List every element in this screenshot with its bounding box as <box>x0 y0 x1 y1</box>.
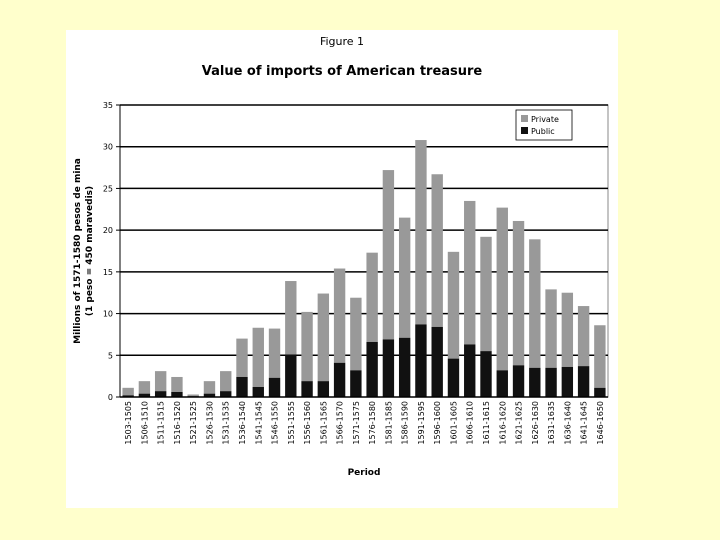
stacked-bar-chart <box>66 30 618 508</box>
bar-private <box>171 377 182 392</box>
bar-private <box>513 221 524 365</box>
bar-private <box>204 381 215 394</box>
x-tick-label: 1581-1585 <box>384 401 394 445</box>
bar-public <box>155 391 166 397</box>
bar-public <box>253 387 264 397</box>
bar-private <box>545 289 556 367</box>
x-tick-label: 1566-1570 <box>335 401 345 445</box>
bar-public <box>594 388 605 397</box>
bar-private <box>301 312 312 381</box>
x-tick-label: 1621-1625 <box>514 401 524 445</box>
bar-public <box>236 377 247 397</box>
x-tick-label: 1591-1595 <box>416 401 426 445</box>
bar-public <box>448 359 459 397</box>
bar-private <box>464 201 475 344</box>
bar-private <box>366 253 377 342</box>
bar-private <box>220 371 231 391</box>
x-tick-label: 1561-1565 <box>319 401 329 445</box>
x-tick-label: 1571-1575 <box>351 401 361 445</box>
x-tick-label: 1531-1535 <box>221 401 231 445</box>
y-axis-label: Millions of 1571-1580 pesos de mina <box>73 158 83 344</box>
bar-private <box>415 140 426 324</box>
y-tick-label: 30 <box>102 142 113 152</box>
bar-private <box>529 239 540 367</box>
bar-private <box>448 252 459 359</box>
x-tick-label: 1631-1635 <box>547 401 557 445</box>
x-axis-label: Period <box>347 468 381 478</box>
y-tick-label: 25 <box>102 184 113 194</box>
bar-public <box>350 370 361 397</box>
bar-private <box>139 381 150 394</box>
x-tick-label: 1596-1600 <box>433 401 443 445</box>
bar-private <box>269 329 280 378</box>
x-tick-label: 1526-1530 <box>205 401 215 445</box>
y-tick-label: 35 <box>102 101 113 110</box>
x-tick-label: 1511-1515 <box>156 401 166 445</box>
bar-public <box>415 324 426 397</box>
x-tick-label: 1551-1555 <box>286 401 296 445</box>
bar-public <box>383 339 394 397</box>
x-tick-label: 1641-1645 <box>579 401 589 445</box>
bar-public <box>269 378 280 397</box>
bar-private <box>188 394 199 396</box>
x-tick-label: 1546-1550 <box>270 401 280 445</box>
bar-public <box>318 381 329 397</box>
x-tick-label: 1636-1640 <box>563 401 573 445</box>
x-tick-label: 1611-1615 <box>482 401 491 445</box>
bar-public <box>399 338 410 397</box>
bar-private <box>399 218 410 338</box>
bar-private <box>253 328 264 387</box>
bar-private <box>122 388 133 396</box>
x-tick-label: 1616-1620 <box>498 401 508 445</box>
bar-public <box>513 365 524 397</box>
bar-private <box>578 306 589 366</box>
bar-public <box>334 363 345 397</box>
bar-private <box>594 325 605 388</box>
bar-private <box>236 339 247 377</box>
y-tick-label: 10 <box>102 309 113 319</box>
x-tick-label: 1606-1610 <box>465 401 475 445</box>
bar-private <box>318 294 329 382</box>
x-tick-label: 1503-1505 <box>124 401 134 445</box>
x-tick-label: 1646-1650 <box>595 401 605 445</box>
x-tick-label: 1556-1560 <box>303 401 313 445</box>
bar-public <box>497 370 508 397</box>
bar-private <box>480 237 491 351</box>
x-tick-label: 1586-1590 <box>400 401 410 445</box>
y-tick-label: 0 <box>107 393 113 402</box>
legend-label-private: Private <box>531 115 559 124</box>
x-tick-label: 1576-1580 <box>368 401 378 445</box>
bar-private <box>285 281 296 354</box>
x-tick-label: 1601-1605 <box>449 401 459 445</box>
x-tick-label: 1536-1540 <box>238 401 247 445</box>
bar-public <box>171 392 182 397</box>
x-tick-label: 1506-1510 <box>140 401 150 445</box>
bar-private <box>432 174 443 327</box>
figure-label: Figure 1 <box>319 35 365 48</box>
legend-label-public: Public <box>531 127 555 136</box>
x-tick-label: 1516-1520 <box>172 401 182 445</box>
bar-private <box>383 170 394 339</box>
y-tick-label: 20 <box>102 226 113 236</box>
legend-swatch-public <box>521 127 528 134</box>
chart-panel <box>66 30 618 508</box>
y-tick-label: 5 <box>107 351 113 361</box>
bar-private <box>350 298 361 371</box>
chart-title: Value of imports of American treasure <box>201 64 483 79</box>
bar-private <box>497 208 508 371</box>
bar-public <box>545 368 556 397</box>
bar-private <box>155 371 166 391</box>
bar-public <box>432 327 443 397</box>
bar-public <box>578 366 589 397</box>
bar-public <box>562 367 573 397</box>
bar-private <box>334 269 345 363</box>
bar-public <box>480 351 491 397</box>
bar-public <box>301 381 312 397</box>
x-tick-label: 1541-1545 <box>254 401 264 445</box>
x-tick-label: 1626-1630 <box>530 401 540 445</box>
bar-public <box>285 354 296 397</box>
y-axis-label-sub: (1 peso = 450 maravedis) <box>85 185 95 317</box>
bar-private <box>562 293 573 367</box>
x-tick-label: 1521-1525 <box>189 401 199 445</box>
bar-public <box>366 342 377 397</box>
bar-public <box>220 391 231 397</box>
legend-swatch-private <box>521 115 528 122</box>
bar-public <box>464 344 475 397</box>
y-tick-label: 15 <box>102 267 113 277</box>
bar-public <box>529 368 540 397</box>
